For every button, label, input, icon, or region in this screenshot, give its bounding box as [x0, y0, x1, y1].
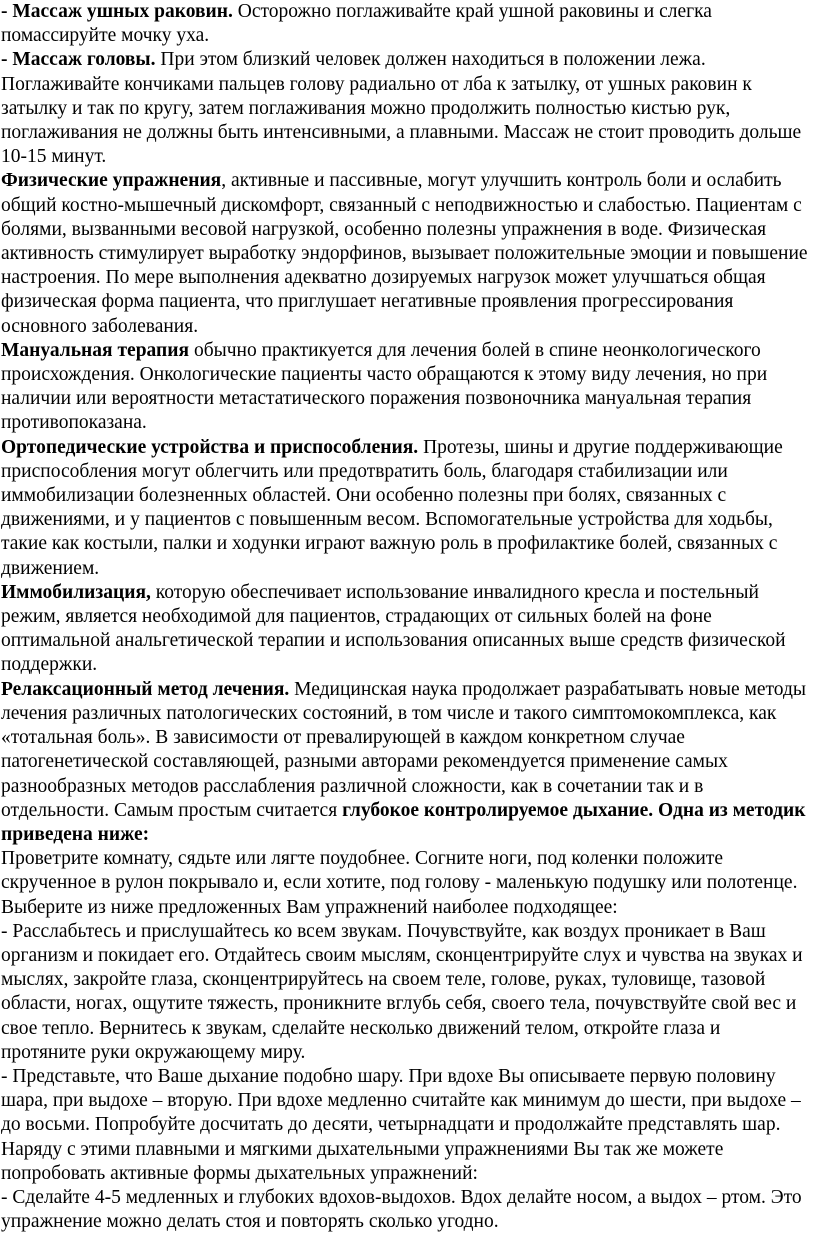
paragraph-active-breathing — [1, 1138, 810, 1186]
paragraph-head-massage — [1, 48, 810, 169]
paragraph-physical-exercise — [1, 169, 810, 338]
paragraph-heading: - Массаж головы. — [1, 49, 156, 71]
paragraph-heading: Физические упражнения — [1, 170, 222, 192]
paragraph-text: Осторожно поглаживайте край ушной раковины и слегка помассируйте мочку уха. — [1, 1, 712, 47]
list-item-deep-breaths — [1, 1186, 810, 1234]
paragraph-text: Наряду с этими плавными и мягкими дыхательными упражнениями Вы так же можете попробовать активные формы дыхательных упражнений: — [1, 1138, 724, 1184]
paragraph-emphasis: глубокое контролируемое дыхание. Одна из методик приведена ниже: — [1, 799, 806, 845]
paragraph-heading: Иммобилизация, — [1, 581, 151, 603]
paragraph-text: - Сделайте 4-5 медленных и глубоких вдохов-выдохов. Вдох делайте носом, а выдох – ртом. Это упражнение можно делать стоя и повторять сколько угодно. — [1, 1186, 802, 1233]
paragraph-text: - Расслабьтесь и прислушайтесь ко всем звукам. Почувствуйте, как воздух проникает в Ваш организм и покидает его. Отдайтесь своим мыслям, сконцентрируйте слух и чувства на звуках и мыслях, закройте глаза, сконцентрируйтесь на своем теле, голове, руках, туловище, тазовой области, ногах, ощутите тяжесть, проникните вглубь себя, своего тела, почувствуйте свой вес и свое тепло. Вернитесь к звукам, сделайте несколько движений телом, откройте глаза и протяните руки окружающему миру. — [1, 920, 803, 1063]
paragraph-heading: Релаксационный метод лечения. — [1, 678, 290, 700]
list-item-relax-sounds — [1, 920, 810, 1065]
paragraph-text: которую обеспечивает использование инвалидного кресла и постельный режим, является необходимой для пациентов, страдающих от сильных болей на фоне оптимальной анальгетической терапии и использования описанных выше средств физической поддержки. — [1, 581, 786, 676]
list-item-breath-ball — [1, 1065, 810, 1138]
paragraph-text: При этом близкий человек должен находиться в положении лежа. Поглаживайте кончиками пальцев голову радиально от лба к затылку, от ушных раковин к затылку и так по кругу, затем поглаживания можно продолжить полностью кистью рук, поглаживания не должны быть интенсивными, а плавными. Массаж не стоит проводить дольше 10-15 минут. — [1, 49, 802, 168]
paragraph-ear-massage — [1, 0, 810, 48]
paragraph-relaxation-method — [1, 678, 810, 847]
paragraph-text: обычно практикуется для лечения болей в спине неонкологического происхождения. Онкологические пациенты часто обращаются к этому виду лечения, но при наличии или вероятности метастатического поражения позвоночника мануальная терапия противопоказана. — [1, 339, 768, 434]
paragraph-manual-therapy — [1, 339, 810, 436]
paragraph-text: - Представьте, что Ваше дыхание подобно шару. При вдохе Вы описываете первую половину шара, при выдохе – вторую. При вдохе медленно считайте как минимум до шести, при выдохе – до восьми. Попробуйте досчитать до десяти, четырнадцати и продолжайте представлять шар. — [1, 1065, 801, 1136]
paragraph-heading: Мануальная терапия — [1, 339, 190, 361]
paragraph-text: Протезы, шины и другие поддерживающие приспособления могут облегчить или предотвратить боль, благодаря стабилизации или иммобилизации болезненных областей. Они особенно полезны при болях, связанных с движениями, и у пациентов с повышенным весом. Вспомогательные устройства для ходьбы, такие как костыли, палки и ходунки играют важную роль в профилактике болей, связанных с движением. — [1, 436, 783, 579]
paragraph-heading: Ортопедические устройства и приспособления. — [1, 436, 419, 458]
paragraph-orthopedic-devices — [1, 436, 810, 581]
paragraph-text: Проветрите комнату, сядьте или лягте поудобнее. Согните ноги, под коленки положите скрученное в рулон покрывало и, если хотите, под голову - маленькую подушку или полотенце. Выберите из ниже предложенных Вам упражнений наиболее подходящее: — [1, 848, 798, 918]
paragraph-preparation — [1, 847, 810, 920]
paragraph-text: Медицинская наука продолжает разрабатывать новые методы лечения различных патологических состояний, в том числе и такого симптомокомплекса, как «тотальная боль». В зависимости от превалирующей в каждом конкретном случае патогенетической составляющей, разными авторами рекомендуется применение самых разнообразных методов расслабления различной сложности, как в сочетании так и в отдельности. Самым простым считается — [1, 678, 806, 821]
paragraph-immobilization — [1, 581, 810, 678]
paragraph-text: , активные и пассивные, могут улучшить контроль боли и ослабить общий костно-мышечный дискомфорт, связанный с неподвижностью и слабостью. Пациентам с болями, вызванными весовой нагрузкой, особенно полезны упражнения в воде. Физическая активность стимулирует выработку эндорфинов, вызывает положительные эмоции и повышение настроения. По мере выполнения адекватно дозируемых нагрузок может улучшаться общая физическая форма пациента, что приглушает негативные проявления прогрессирования основного заболевания. — [1, 170, 808, 337]
paragraph-heading: - Массаж ушных раковин. — [1, 1, 233, 22]
